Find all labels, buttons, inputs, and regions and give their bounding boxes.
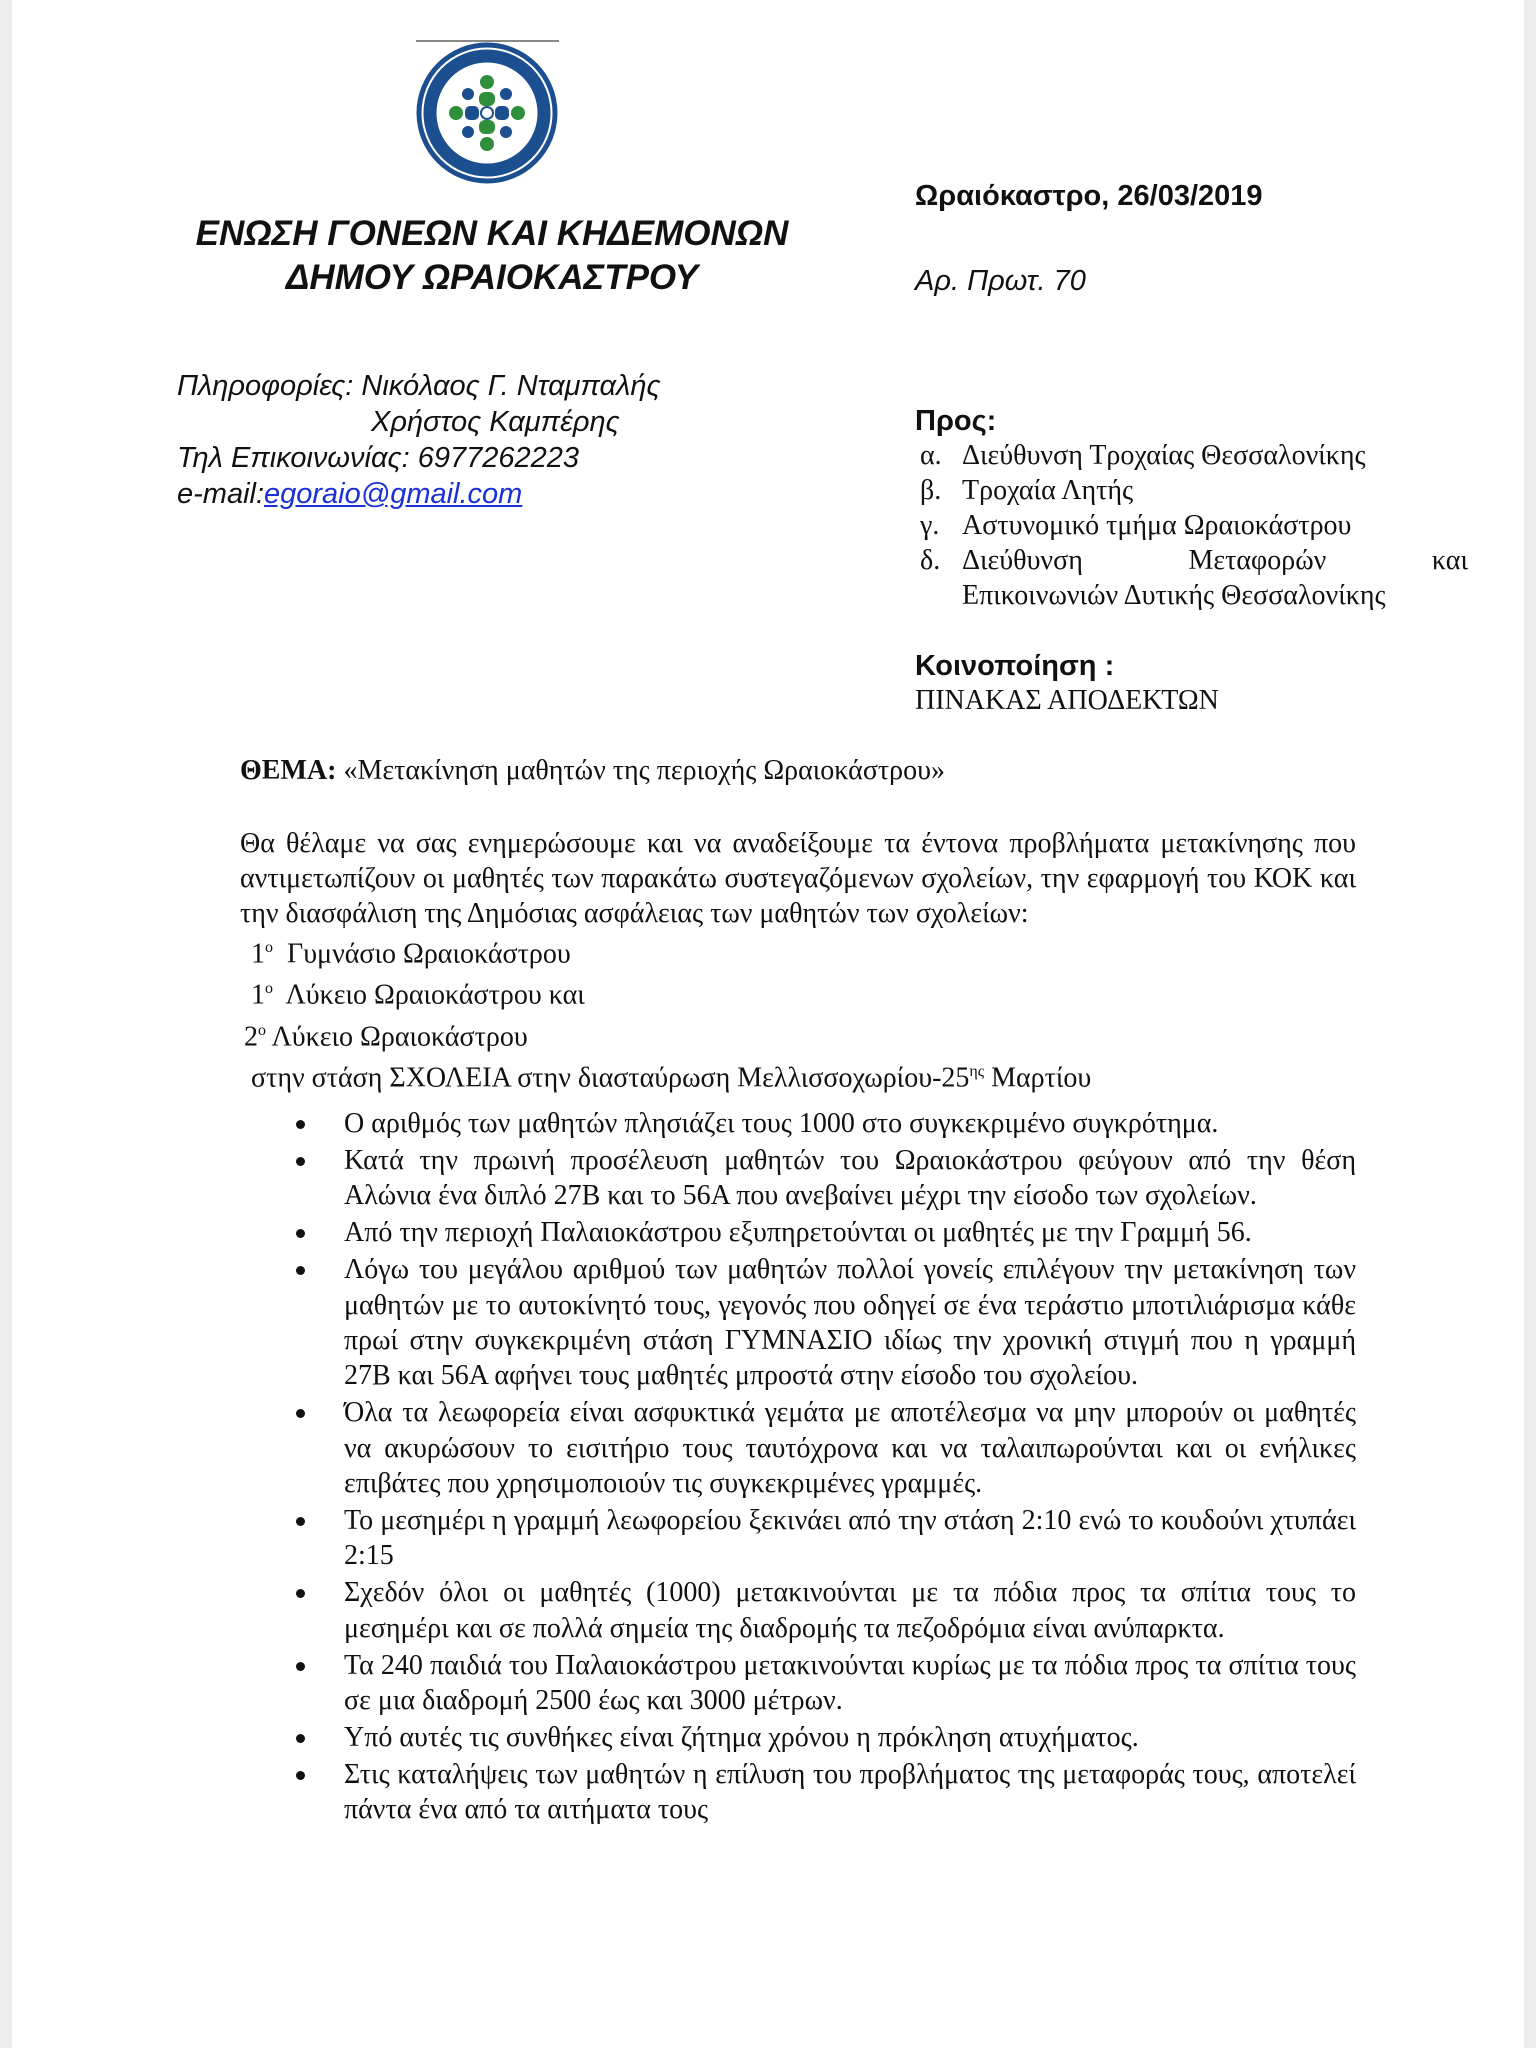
info-label: Πληροφορίες: <box>177 370 354 402</box>
subject-line <box>240 755 945 787</box>
bullet-text: Λόγω του μεγάλου αριθμού των μαθητών πολλοί γονείς επιλέγουν την μετακίνηση των μαθητών με το αυτοκίνητό τους, γεγονός που οδηγεί σε ένα τεράστιο μποτιλιάρισμα κάθε πρωί στην συγκεκριμένη στάση ΓΥΜΝΑΣΙΟ ιδίως την χρονική στιγμή που η γραμμή 27Β και 56Α αφήνει τους μαθητές μπροστά στην είσοδο του σχολείου. <box>344 1254 1356 1392</box>
recipient-item <box>920 508 1468 543</box>
list-item <box>242 1395 1356 1501</box>
recipient-marker: β. <box>920 475 942 506</box>
stop-text: στην στάση ΣΧΟΛΕΙΑ στην διασταύρωση Μελλισσοχωρίου-25 <box>251 1062 970 1094</box>
recipient-text: Αστυνομικό τμήμα Ωραιοκάστρου <box>962 510 1352 541</box>
bullet-dot-icon <box>296 1409 305 1418</box>
school-num: 1 <box>251 979 265 1011</box>
bullet-text: Υπό αυτές τις συνθήκες είναι ζήτημα χρόνου η πρόκληση ατυχήματος. <box>344 1721 1139 1753</box>
seal-logo-icon <box>416 42 558 184</box>
school-text: Γυμνάσιο Ωραιοκάστρου <box>287 938 571 970</box>
bullet-list <box>242 1106 1356 1829</box>
list-item <box>242 1252 1356 1394</box>
email-label: e-mail: <box>177 478 265 510</box>
bullet-text: Τα 240 παιδιά του Παλαιοκάστρου μετακινούνται κυρίως με τα πόδια προς τα σπίτια τους σε μια διαδρομή 2500 έως και 3000 μέτρων. <box>344 1649 1356 1716</box>
recipient-marker: γ. <box>920 510 940 541</box>
bullet-dot-icon <box>296 1266 305 1275</box>
school-item <box>244 1013 1091 1054</box>
recipients-title: Προς: <box>915 405 997 437</box>
bullet-text: Ο αριθμός των μαθητών πλησιάζει τους 1000 στο συγκεκριμένο συγκρότημα. <box>344 1108 1219 1139</box>
list-item <box>242 1720 1356 1755</box>
recipient-item <box>920 438 1468 473</box>
bullet-dot-icon <box>296 1734 305 1743</box>
organization-name <box>162 212 822 300</box>
phone-number: 6977262223 <box>417 442 580 474</box>
school-num: 1 <box>251 938 265 970</box>
list-item <box>242 1575 1356 1646</box>
bullet-dot-icon <box>296 1662 305 1671</box>
document-date: Ωραιόκαστρο, 26/03/2019 <box>915 180 1263 212</box>
school-sup: ο <box>265 939 273 956</box>
bullet-dot-icon <box>296 1120 305 1129</box>
school-num: 2 <box>244 1020 258 1052</box>
subject-text: «Μετακίνηση μαθητών της περιοχής Ωραιοκάστρου» <box>343 755 946 786</box>
bullet-text: Κατά την πρωινή προσέλευση μαθητών του Ωραιοκάστρου φεύγουν από την θέση Αλώνια ένα διπλό 27Β και το 56Α που ανεβαίνει μέχρι την είσοδο των σχολείων. <box>344 1144 1356 1212</box>
list-item <box>242 1503 1356 1574</box>
schools-list <box>244 930 1091 1095</box>
bullet-text: Από την περιοχή Παλαιοκάστρου εξυπηρετούνται οι μαθητές με την Γραμμή 56. <box>344 1217 1252 1249</box>
contact-person-1: Νικόλαος Γ. Νταμπαλής <box>361 370 661 402</box>
school-text: Λύκειο Ωραιοκάστρου <box>271 1020 528 1052</box>
recipient-text: Τροχαία Λητής <box>962 475 1134 506</box>
list-item <box>242 1648 1356 1719</box>
protocol-number: Αρ. Πρωτ. 70 <box>915 265 1086 297</box>
recipient-item <box>920 473 1468 508</box>
bullet-dot-icon <box>296 1589 305 1598</box>
email-link[interactable]: egoraio@gmail.com <box>264 478 523 510</box>
school-text: Λύκειο Ωραιοκάστρου και <box>285 979 585 1011</box>
stop-sup: ης <box>969 1062 985 1080</box>
list-item <box>242 1215 1356 1250</box>
org-name-line2: ΔΗΜΟΥ ΩΡΑΙΟΚΑΣΤΡΟΥ <box>285 258 699 297</box>
bullet-text: Το μεσημέρι η γραμμή λεωφορείου ξεκινάει από την στάση 2:10 ενώ το κουδούνι χτυπάει 2:15 <box>344 1504 1356 1572</box>
recipient-item <box>920 543 1468 578</box>
contact-person-2: Χρήστος Καμπέρης <box>371 406 620 438</box>
subject-label: ΘΕΜΑ: <box>240 755 337 786</box>
bullet-text: Σχεδόν όλοι οι μαθητές (1000) μετακινούνται με τα πόδια προς τα σπίτια τους το μεσημέρι και σε πολλά σημεία της διαδρομής τα πεζοδρόμια είναι ανύπαρκτα. <box>344 1577 1356 1644</box>
stop-end: Μαρτίου <box>991 1062 1092 1094</box>
school-item <box>244 971 1091 1012</box>
org-name-line1: ΕΝΩΣΗ ΓΟΝΕΩΝ ΚΑΙ ΚΗΔΕΜΟΝΩΝ <box>195 214 789 253</box>
bullet-text: Στις καταλήψεις των μαθητών η επίλυση του προβλήματος της μεταφοράς τους, αποτελεί πάντα ένα από τα αιτήματα τους <box>344 1758 1356 1826</box>
recipient-text: Διεύθυνση Τροχαίας Θεσσαλονίκης <box>962 440 1366 471</box>
recipient-text: Διεύθυνση Μεταφορών και <box>962 545 1468 576</box>
phone-label: Τηλ Επικοινωνίας: <box>177 442 410 474</box>
school-sup: ο <box>258 1021 266 1039</box>
cc-title: Κοινοποίηση : <box>915 650 1115 682</box>
bullet-dot-icon <box>296 1771 305 1780</box>
contact-info <box>177 368 661 512</box>
list-item <box>242 1757 1356 1828</box>
bullet-dot-icon <box>296 1517 305 1526</box>
bullet-dot-icon <box>296 1157 305 1166</box>
recipient-marker: δ. <box>920 545 941 576</box>
bullet-text: Όλα τα λεωφορεία είναι ασφυκτικά γεμάτα με αποτέλεσμα να μην μπορούν οι μαθητές να ακυρώσουν το εισιτήριο τους ταυτόχρονα και να ταλαιπωρούνται και οι ενήλικες επιβάτες που χρησιμοποιούν τις συγκεκριμένες γραμμές. <box>344 1397 1356 1500</box>
intro-paragraph: Θα θέλαμε να σας ενημερώσουμε και να αναδείξουμε τα έντονα προβλήματα μετακίνησης που αντιμετωπίζουν οι μαθητές των παρακάτω συστεγαζόμενων σχολείων, την εφαρμογή του ΚΟΚ και την διασφάλιση της Δημόσιας ασφάλειας των μαθητών των σχολείων: <box>240 828 1356 929</box>
list-item <box>242 1143 1356 1214</box>
school-sup: ο <box>265 980 273 998</box>
school-item <box>244 930 1091 971</box>
cc-value: ΠΙΝΑΚΑΣ ΑΠΟΔΕΚΤΩΝ <box>915 685 1219 716</box>
recipient-marker: α. <box>920 440 942 471</box>
document-page <box>12 0 1524 2048</box>
bullet-dot-icon <box>296 1229 305 1238</box>
stop-line <box>244 1054 1091 1095</box>
recipients-list <box>920 438 1468 613</box>
list-item <box>242 1106 1356 1141</box>
recipient-continuation: Επικοινωνιών Δυτικής Θεσσαλονίκης <box>962 580 1386 611</box>
